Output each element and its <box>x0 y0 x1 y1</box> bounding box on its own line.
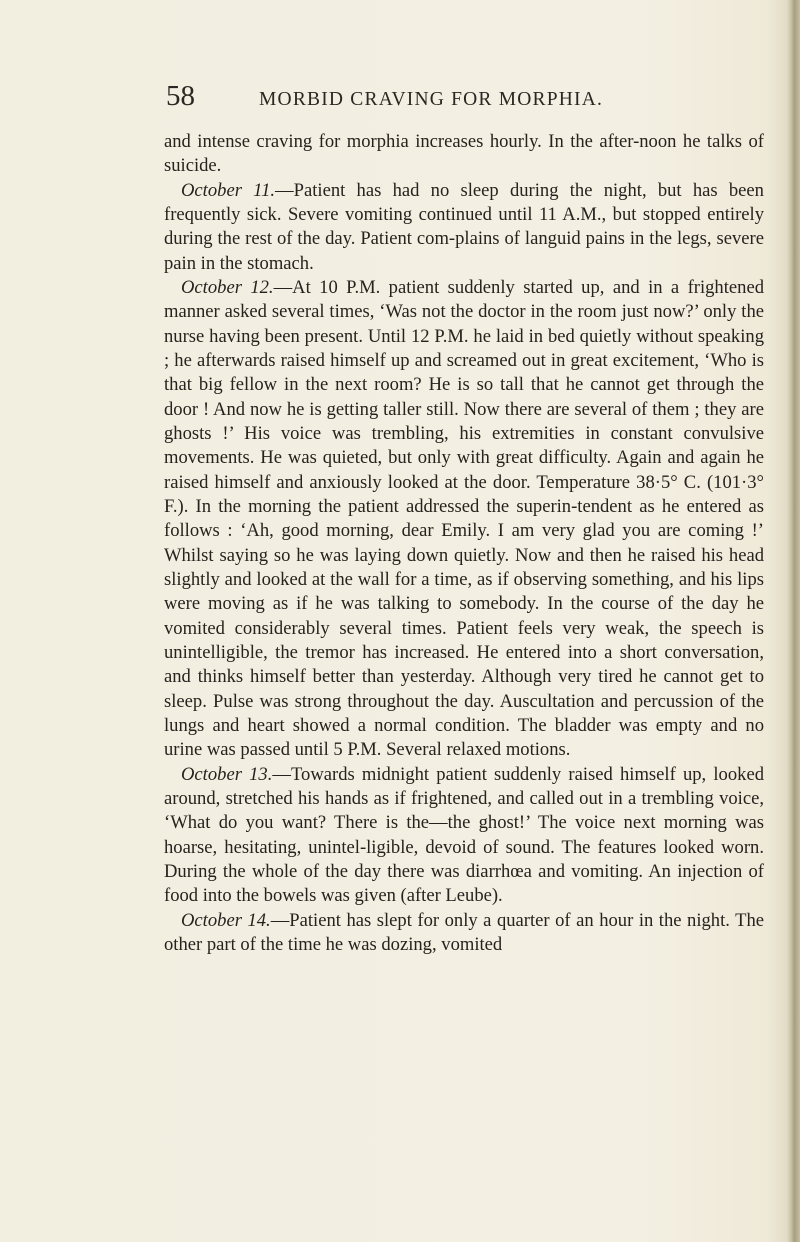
entry-date: October 14. <box>181 909 271 931</box>
entry-october-11 <box>164 179 764 276</box>
entry-october-13 <box>164 763 764 909</box>
running-head <box>0 82 800 122</box>
paragraph-continuation <box>164 130 764 179</box>
entry-date: October 11. <box>181 179 276 201</box>
page-number: 58 <box>166 80 195 112</box>
entry-date: October 12. <box>181 276 274 298</box>
body-text <box>164 130 764 957</box>
entry-text: —Patient has slept for only a quarter of an hour in the night. The other part of the time he was dozing, vomited <box>164 909 764 955</box>
entry-date: October 13. <box>181 763 273 785</box>
entry-october-12 <box>164 276 764 763</box>
paragraph-text: and intense craving for morphia increases hourly. In the after-noon he talks of suicide. <box>164 131 764 177</box>
entry-text: —At 10 P.M. patient suddenly started up, and in a frightened manner asked several times, ‘Was not the doctor in the room just now?’ only the nurse having been present. Until 12 P.M. he laid in bed quietly without speaking ; he afterwards raised himself up and screamed out in great excitement, ‘Who is that big fellow in the next room? He is so tall that he cannot get through the door ! And now he is getting taller still. Now there are several of them ; they are ghosts !’ His voice was trembling, his extremities in constant convulsive movements. He was quieted, but only with great difficulty. Again and again he raised himself and anxiously looked at the door. Temperature 38·5° C. (101·3° F.). In the morning the patient addressed the superin-tendent as he entered as follows : ‘Ah, good morning, dear Emily. I am very glad you are coming !’ Whilst saying so he was laying down quietly. Now and then he raised his head slightly and looked at the wall for a time, as if observing something, and his lips were moving as if he was talking to somebody. In the course of the day he vomited considerably several times. Patient feels very weak, the speech is unintelligible, the tremor has increased. He entered into a short conversation, and thinks himself better than yesterday. Although very tired he cannot get to sleep. Pulse was strong throughout the day. Auscultation and percussion of the lungs and heart showed a normal condition. The bladder was empty and no urine was passed until 5 P.M. Several relaxed motions. <box>164 276 764 761</box>
entry-text: —Patient has had no sleep during the night, but has been frequently sick. Severe vomiting continued until 11 A.M., but stopped entirely during the rest of the day. Patient com-plains of languid pains in the legs, severe pain in the stomach. <box>164 179 764 274</box>
page-edge <box>786 0 800 1242</box>
running-title: MORBID CRAVING FOR MORPHIA. <box>259 89 604 110</box>
entry-text: —Towards midnight patient suddenly raised himself up, looked around, stretched his hands as if frightened, and called out in a trembling voice, ‘What do you want? There is the—the ghost!’ The voice next morning was hoarse, hesitating, unintel-ligible, devoid of sound. The features looked worn. During the whole of the day there was diarrhœa and vomiting. An injection of food into the bowels was given (after Leube). <box>164 763 764 907</box>
entry-october-14 <box>164 909 764 958</box>
